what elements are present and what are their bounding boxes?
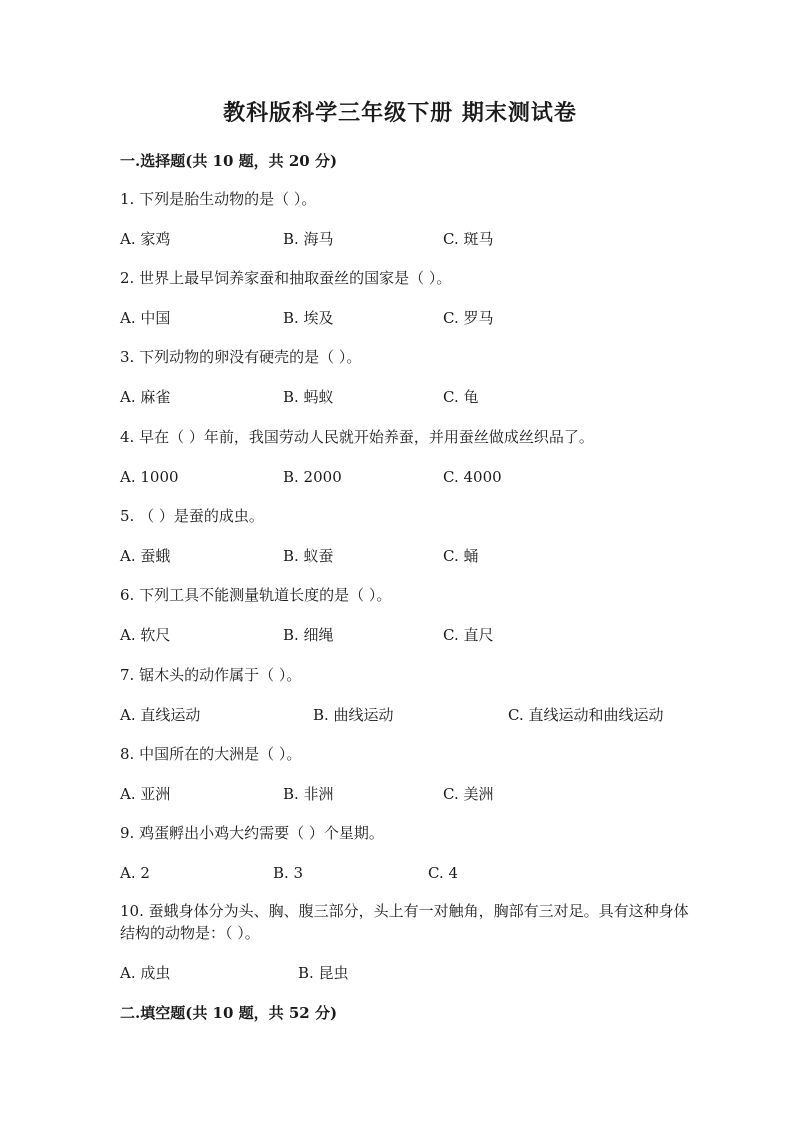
section-heading-fill: 二.填空题(共 10 题，共 52 分) [120, 1004, 338, 1022]
option-8a: A. 亚洲 [120, 785, 171, 803]
option-1c: C. 斑马 [443, 230, 494, 248]
option-10b: B. 昆虫 [298, 964, 349, 982]
option-6b: B. 细绳 [283, 626, 334, 644]
option-6a: A. 软尺 [120, 626, 171, 644]
option-9a: A. 2 [120, 864, 150, 882]
option-2b: B. 埃及 [283, 309, 334, 327]
option-2c: C. 罗马 [443, 309, 494, 327]
option-3b: B. 蚂蚁 [283, 388, 334, 406]
option-7a: A. 直线运动 [120, 706, 201, 724]
option-3a: A. 麻雀 [120, 388, 171, 406]
option-4c: C. 4000 [443, 468, 502, 486]
option-6c: C. 直尺 [443, 626, 494, 644]
option-7c: C. 直线运动和曲线运动 [508, 706, 664, 724]
option-4b: B. 2000 [283, 468, 342, 486]
option-9b: B. 3 [273, 864, 304, 882]
option-1a: A. 家鸡 [120, 230, 171, 248]
exam-title: 教科版科学三年级下册 期末测试卷 [223, 100, 577, 126]
question-10: 10. 蚕蛾身体分为头、胸、腹三部分，头上有一对触角，胸部有三对足。具有这种身体结构的动物是：（ ）。 [120, 902, 689, 942]
option-5a: A. 蚕蛾 [120, 547, 171, 565]
question-8: 8. 中国所在的大洲是（ ）。 [120, 745, 302, 763]
option-8b: B. 非洲 [283, 785, 334, 803]
question-9: 9. 鸡蛋孵出小鸡大约需要（ ）个星期。 [120, 824, 384, 842]
option-5c: C. 蛹 [443, 547, 479, 565]
question-5: 5. （ ）是蚕的成虫。 [120, 507, 264, 525]
question-4: 4. 早在（ ）年前，我国劳动人民就开始养蚕，并用蚕丝做成丝织品了。 [120, 428, 594, 446]
question-3: 3. 下列动物的卵没有硬壳的是（ ）。 [120, 348, 362, 366]
option-10a: A. 成虫 [120, 964, 171, 982]
option-1b: B. 海马 [283, 230, 334, 248]
option-5b: B. 蚁蚕 [283, 547, 334, 565]
option-9c: C. 4 [428, 864, 459, 882]
option-3c: C. 龟 [443, 388, 479, 406]
question-6: 6. 下列工具不能测量轨道长度的是（ ）。 [120, 586, 392, 604]
question-2: 2. 世界上最早饲养家蚕和抽取蚕丝的国家是（ ）。 [120, 269, 452, 287]
option-4a: A. 1000 [120, 468, 179, 486]
option-7b: B. 曲线运动 [313, 706, 394, 724]
option-2a: A. 中国 [120, 309, 171, 327]
question-7: 7. 锯木头的动作属于（ ）。 [120, 666, 302, 684]
section-heading-choice: 一.选择题(共 10 题，共 20 分) [120, 152, 338, 170]
option-8c: C. 美洲 [443, 785, 494, 803]
question-1: 1. 下列是胎生动物的是（ ）。 [120, 190, 317, 208]
